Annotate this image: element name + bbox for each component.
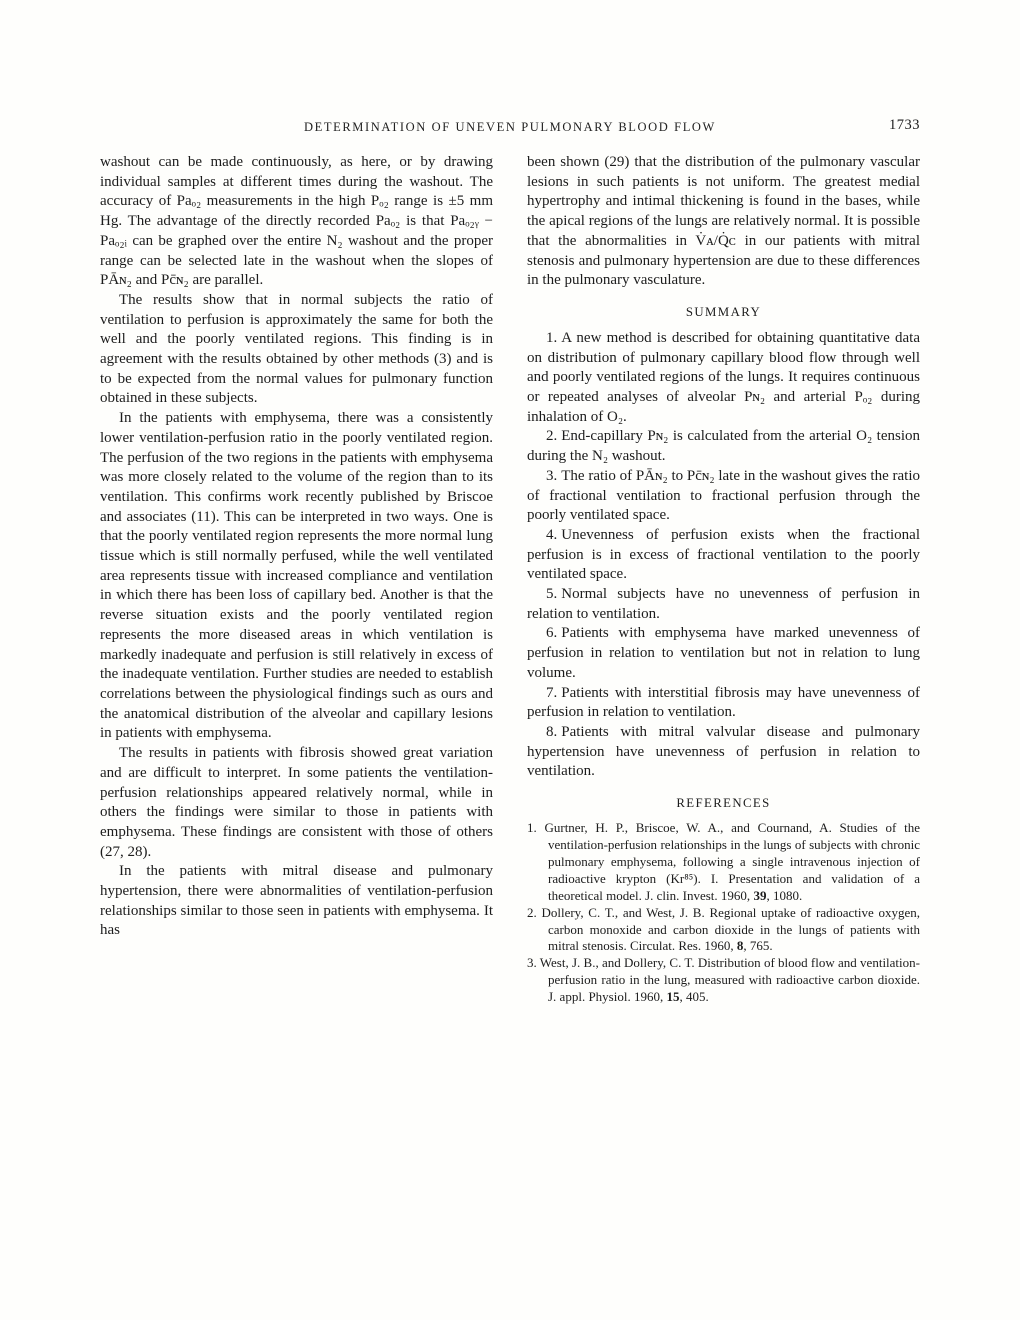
reference-item xyxy=(527,905,920,956)
summary-item xyxy=(527,329,920,428)
reference-text: West, J. B., and Dollery, C. T. Distribution of blood flow and ventilation-perfusion ratio in the lung, measured with radioactive carbon dioxide. J. appl. Physiol. 1960, xyxy=(536,955,920,1005)
reference-volume: 8 xyxy=(736,938,744,954)
summary-item-text: Patients with interstitial fibrosis may have unevenness of perfusion in relation to ventilation. xyxy=(527,684,920,721)
reference-volume: 39 xyxy=(753,887,767,903)
reference-item xyxy=(527,820,920,905)
summary-heading: SUMMARY xyxy=(685,304,762,319)
summary-item xyxy=(527,526,920,585)
reference-volume: 15 xyxy=(666,989,680,1005)
left-column xyxy=(100,153,493,1006)
references-heading: REFERENCES xyxy=(676,796,771,811)
summary-item xyxy=(527,427,920,466)
summary-item-text: Normal subjects have no unevenness of perfusion in relation to ventilation. xyxy=(527,586,920,622)
two-column-text-block xyxy=(100,153,920,1006)
reference-pages: , 1080. xyxy=(766,887,803,903)
summary-item-number: 8. xyxy=(546,723,558,740)
summary-item-text: Patients with emphysema have marked unevenness of perfusion in relation to ventilation but not in relation to lung volume. xyxy=(527,625,920,681)
body-paragraph: The results in patients with fibrosis showed great variation and are difficult to interpret. In some patients the ventilation-perfusion relationships appeared relatively normal, while in others the findings were similar to those in patients with emphysema. These findings are consistent with those of others (27, 28). xyxy=(100,745,493,860)
summary-item-number: 3. xyxy=(546,467,558,484)
summary-item xyxy=(527,624,920,683)
summary-item-text: Unevenness of perfusion exists when the fractional perfusion is in excess of fractional ventilation to the poorly ventilated space. xyxy=(527,526,920,583)
reference-text: Gurtner, H. P., Briscoe, W. A., and Cournand, A. Studies of the ventilation-perfusion relationships in the lungs of subjects with chronic pulmonary emphysema, following a single intravenous injection of radioactive krypton (Kr⁸⁵). I. Presentation and validation of a theoretical model. J. clin. Invest. 1960, xyxy=(536,820,920,903)
reference-pages: , 765. xyxy=(743,938,773,954)
summary-item xyxy=(527,723,920,782)
summary-item-number: 2. xyxy=(546,428,558,445)
summary-item-number: 5. xyxy=(546,586,558,603)
body-paragraph: washout can be made continuously, as here, or by drawing individual samples at different times during the washout. The accuracy of Paₒ₂ measurements in the high Pₒ₂ range is ±5 mm Hg. The advantage of the directly recorded Paₒ₂ is that Paₒ₂ᵧ − Paₒ₂ᵢ can be graphed over the entire N₂ washout and the proper range can be selected late in the washout when the slopes of PĀɴ₂ and Pc̄ɴ₂ are parallel. xyxy=(100,154,493,289)
right-column xyxy=(527,153,920,1006)
running-head xyxy=(100,118,920,136)
body-paragraph: been shown (29) that the distribution of the pulmonary vascular lesions in such patients is not uniform. The greatest medial hypertrophy and intimal thickening is found in the bases, while the apical regions of the lungs are relatively normal. It is possible that the abnormalities in V̇ᴀ/Q̇ᴄ in our patients with mitral stenosis and pulmonary hypertension are due to these differences in the pulmonary vasculature. xyxy=(527,154,920,289)
reference-number: 1. xyxy=(527,820,537,836)
summary-item-number: 1. xyxy=(546,329,558,346)
reference-pages: , 405. xyxy=(679,989,709,1005)
summary-item-text: Patients with mitral valvular disease and pulmonary hypertension have unevenness of perfusion in relation to ventilation. xyxy=(527,723,920,780)
body-paragraph: The results show that in normal subjects the ratio of ventilation to perfusion is approximately the same for both the well and the poorly ventilated regions. This finding is in agreement with the results obtained by other methods (3) and is to be expected from the normal values for pulmonary function obtained in these subjects. xyxy=(100,291,493,407)
body-paragraph: In the patients with mitral disease and pulmonary hypertension, there were abnormalities of ventilation-perfusion relationships similar to those seen in patients with emphysema. It has xyxy=(100,863,493,939)
summary-item-text: A new method is described for obtaining quantitative data on distribution of pulmonary capillary blood flow through well and poorly ventilated regions of the lungs. It requires continuous or repeated analyses of alveolar Pɴ₂ and arterial Pₒ₂ during inhalation of O₂. xyxy=(527,329,920,425)
reference-text: Dollery, C. T., and West, J. B. Regional uptake of radioactive oxygen, carbon monoxide and carbon dioxide in the lungs of patients with mitral stenosis. Circulat. Res. 1960, xyxy=(536,904,920,954)
running-head-title: DETERMINATION OF UNEVEN PULMONARY BLOOD FLOW xyxy=(304,120,716,134)
summary-item-number: 6. xyxy=(546,625,558,642)
summary-item-text: The ratio of PĀɴ₂ to Pc̄ɴ₂ late in the washout gives the ratio of fractional ventilation to fractional perfusion through the poorly ventilated space. xyxy=(527,467,920,524)
reference-number: 3. xyxy=(527,955,537,971)
page-number: 1733 xyxy=(889,117,920,133)
summary-item-number: 7. xyxy=(546,684,558,701)
summary-item-number: 4. xyxy=(546,526,558,543)
summary-item xyxy=(527,684,920,723)
reference-item xyxy=(527,955,920,1006)
body-paragraph: In the patients with emphysema, there was a consistently lower ventilation-perfusion ratio in the poorly ventilated region. The perfusion of the two regions in the patients with emphysema was more closely related to the volume of the region than to its ventilation. This confirms work recently published by Briscoe and associates (11). This can be interpreted in two ways. One is that the poorly ventilated region represents the more normal lung tissue which is still normally perfused, while the well ventilated area represents tissue with increased compliance and ventilation in which there has been loss of capillary bed. Another is that the reverse situation exists and the poorly ventilated region represents the more diseased areas in which ventilation is markedly inadequate and perfusion is still relatively in excess of the inadequate ventilation. Further studies are needed to establish correlations between the physiological findings such as ours and the anatomical distribution of the alveolar and capillary lesions in patients with emphysema. xyxy=(100,410,493,742)
summary-item xyxy=(527,467,920,526)
summary-item xyxy=(527,585,920,624)
summary-item-text: End-capillary Pɴ₂ is calculated from the arterial O₂ tension during the N₂ washout. xyxy=(527,428,920,465)
reference-number: 2. xyxy=(527,904,537,920)
